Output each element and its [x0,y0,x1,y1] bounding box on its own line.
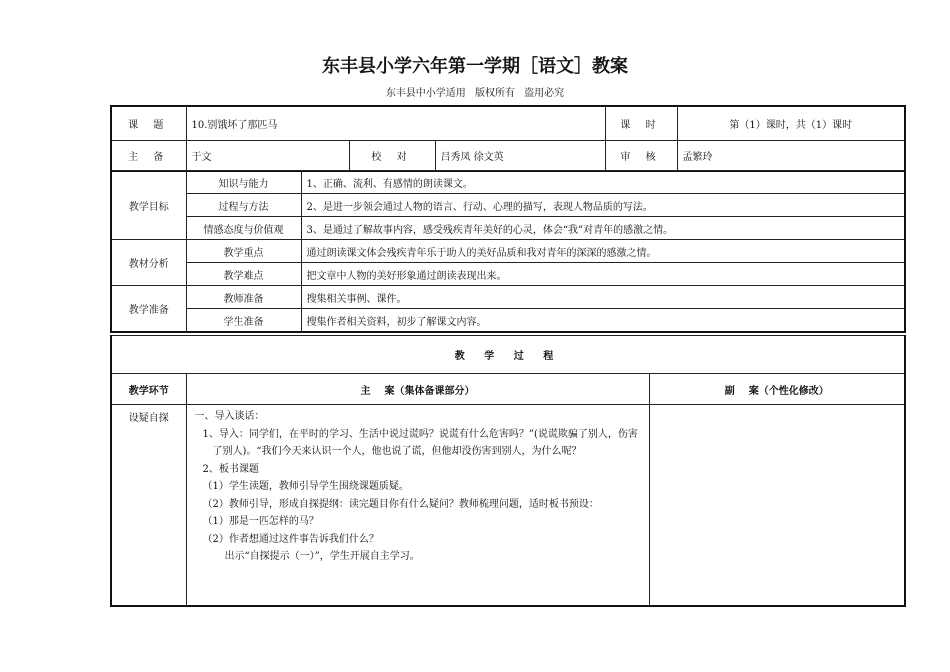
lead-label: 主 备 [111,140,186,171]
analysis-name: 教学难点 [186,263,301,286]
plan-line: 1、导入：同学们，在平时的学习、生活中说过谎吗？说谎有什么危害吗？”(说谎欺骗了别人，伤害了别人)。“我们今天来认识一个人，他也说了谎，但他却没伤害到别人，为什么呢？ [202,428,638,457]
topic-label: 课 题 [111,106,186,140]
lead-value: 于文 [186,140,349,171]
main-plan-header: 主 案（集体备课部分） [186,374,649,405]
prep-label: 教学准备 [111,286,186,333]
prep-name: 学生准备 [186,309,301,333]
goal-row [111,217,905,240]
goal-name: 知识与能力 [186,171,301,194]
plan-line: （2）作者想通过这件事告诉我们什么？ [202,533,379,545]
review-label: 审 核 [605,140,677,171]
analysis-label: 教材分析 [111,240,186,286]
prep-name: 教师准备 [186,286,301,309]
prep-content: 搜集相关事例、课件。 [301,286,905,309]
goal-content: 3、是通过了解故事内容，感受残疾青年美好的心灵，体会“我”对青年的感激之情。 [301,217,905,240]
goal-content: 1、正确、流利、有感情的朗读课文。 [301,171,905,194]
process-title-row [111,336,905,374]
plan-line: 出示“自探提示（一）”，学生开展自主学习。 [224,551,420,562]
analysis-row [111,263,905,286]
prep-content: 搜集作者相关资料，初步了解课文内容。 [301,309,905,333]
stage-header: 教学环节 [111,374,186,405]
process-title: 教 学 过 程 [111,336,905,374]
plan-line: （1）学生读题，教师引导学生围绕课题质疑。 [202,481,409,492]
analysis-name: 教学重点 [186,240,301,263]
period-label: 课 时 [605,106,677,140]
page-title: 东丰县小学六年第一学期［语文］教案 [322,56,628,77]
main-plan-content [186,405,649,606]
plan-line: （2）教师引导，形成自探提纲：读完题目你有什么疑问？教师梳理问题，适时板书预设： [202,498,599,510]
plan-line: 2、板书课题 [202,463,259,475]
sub-plan-header: 副 案（个性化修改） [649,374,905,405]
goal-row [111,194,905,217]
objectives-table [110,170,906,333]
period-value: 第（1）课时，共（1）课时 [677,106,905,140]
analysis-content: 把文章中人物的美好形象通过朗读表现出来。 [301,263,905,286]
process-body-row [111,405,905,606]
prep-row [111,309,905,333]
stage-name: 设疑自探 [111,405,186,606]
analysis-content: 通过朗读课文体会残疾青年乐于助人的美好品质和我对青年的深深的感激之情。 [301,240,905,263]
proof-label: 校 对 [349,140,435,171]
sub-plan-content [649,405,905,606]
goal-row [111,171,905,194]
goal-content: 2、是进一步领会通过人物的语言、行动、心理的描写，表现人物品质的写法。 [301,194,905,217]
topic-value: 10.别饿坏了那匹马 [186,106,605,140]
page-subtitle: 东丰县中小学适用 版权所有 盗用必究 [385,88,565,99]
plan-line: 一、导入谈话： [194,411,265,422]
review-value: 孟繁玲 [677,140,905,171]
plan-line: （1）那是一匹怎样的马？ [202,516,319,527]
goal-name: 情感态度与价值观 [186,217,301,240]
info-table [110,105,906,172]
goal-name: 过程与方法 [186,194,301,217]
goals-label: 教学目标 [111,171,186,240]
proof-value: 吕秀凤 徐文英 [435,140,605,171]
info-row-staff [111,140,905,171]
analysis-row [111,240,905,263]
process-header-row [111,374,905,405]
info-row-topic [111,106,905,140]
process-table [110,335,906,607]
prep-row [111,286,905,309]
